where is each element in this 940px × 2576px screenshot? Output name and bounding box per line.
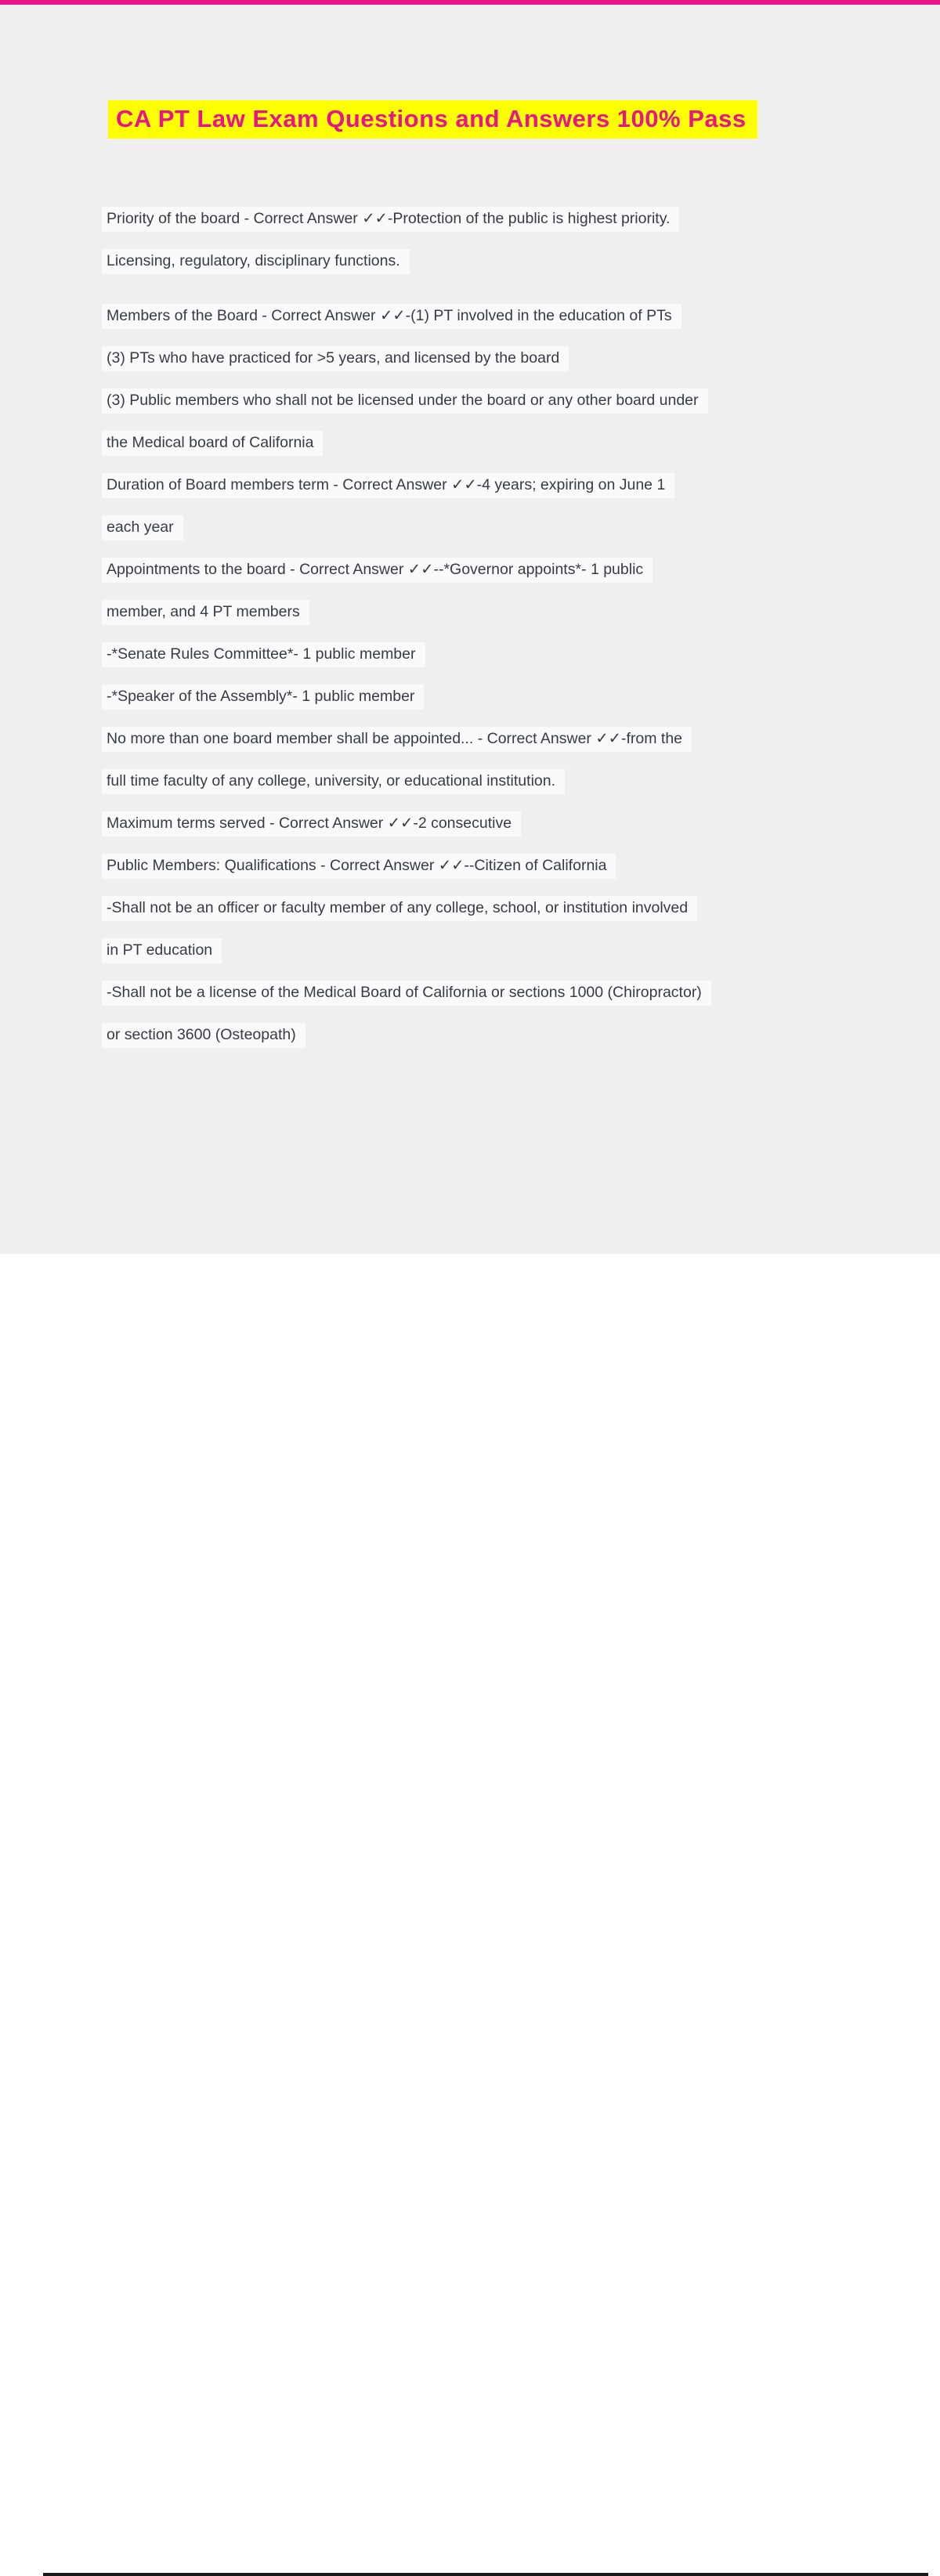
- text-line-content: Public Members: Qualifications - Correct Answer ✓✓--Citizen of California: [102, 854, 616, 879]
- page-title: CA PT Law Exam Questions and Answers 100% Pass: [108, 100, 757, 139]
- text-line: [102, 422, 877, 464]
- text-line: [102, 591, 877, 634]
- text-line-content: Members of the Board - Correct Answer ✓✓-(1) PT involved in the education of PTs: [102, 304, 682, 329]
- text-line: [102, 507, 877, 549]
- text-line-content: -*Speaker of the Assembly*- 1 public member: [102, 685, 424, 710]
- text-line-content: full time faculty of any college, university, or educational institution.: [102, 769, 565, 794]
- text-line: [102, 845, 877, 887]
- text-line-content: (3) Public members who shall not be licensed under the board or any other board under: [102, 388, 708, 414]
- text-line-content: -*Senate Rules Committee*- 1 public member: [102, 642, 425, 667]
- top-accent-bar: [0, 0, 940, 5]
- text-line-content: Duration of Board members term - Correct Answer ✓✓-4 years; expiring on June 1: [102, 473, 674, 498]
- text-line-content: Appointments to the board - Correct Answer ✓✓--*Governor appoints*- 1 public: [102, 558, 653, 583]
- text-line: [102, 549, 877, 591]
- text-line: [102, 380, 877, 422]
- text-line: [102, 676, 877, 718]
- text-line-content: (3) PTs who have practiced for >5 years, and licensed by the board: [102, 346, 569, 371]
- document-lines: [102, 198, 877, 1057]
- text-line-content: member, and 4 PT members: [102, 600, 309, 625]
- text-line: [102, 634, 877, 676]
- text-line: [102, 930, 877, 972]
- text-line: [102, 887, 877, 930]
- text-line-content: Maximum terms served - Correct Answer ✓✓-2 consecutive: [102, 811, 521, 836]
- text-line: [102, 761, 877, 803]
- text-line: [102, 718, 877, 761]
- text-line: [102, 338, 877, 380]
- page-bottom-margin: [0, 1254, 940, 1331]
- text-line-content: the Medical board of California: [102, 431, 323, 456]
- bottom-divider-rule: [43, 2573, 928, 2576]
- text-line-content: -Shall not be a license of the Medical Board of California or sections 1000 (Chiropractor): [102, 981, 711, 1006]
- text-line-content: No more than one board member shall be appointed... - Correct Answer ✓✓-from the: [102, 727, 692, 752]
- text-line-content: each year: [102, 515, 183, 540]
- text-line: [102, 198, 877, 240]
- text-line: [102, 240, 877, 283]
- title-block: [108, 100, 757, 139]
- document-canvas: [0, 0, 940, 1254]
- text-line: [102, 972, 877, 1014]
- text-line-content: or section 3600 (Osteopath): [102, 1023, 306, 1048]
- text-line-content: Priority of the board - Correct Answer ✓✓-Protection of the public is highest priority.: [102, 207, 679, 232]
- text-line: [102, 803, 877, 845]
- text-line: [102, 1014, 877, 1057]
- text-line-content: Licensing, regulatory, disciplinary functions.: [102, 249, 410, 274]
- text-line: [102, 295, 877, 338]
- text-line: [102, 464, 877, 507]
- text-line-content: -Shall not be an officer or faculty member of any college, school, or institution involved: [102, 896, 697, 921]
- text-line-content: in PT education: [102, 938, 222, 963]
